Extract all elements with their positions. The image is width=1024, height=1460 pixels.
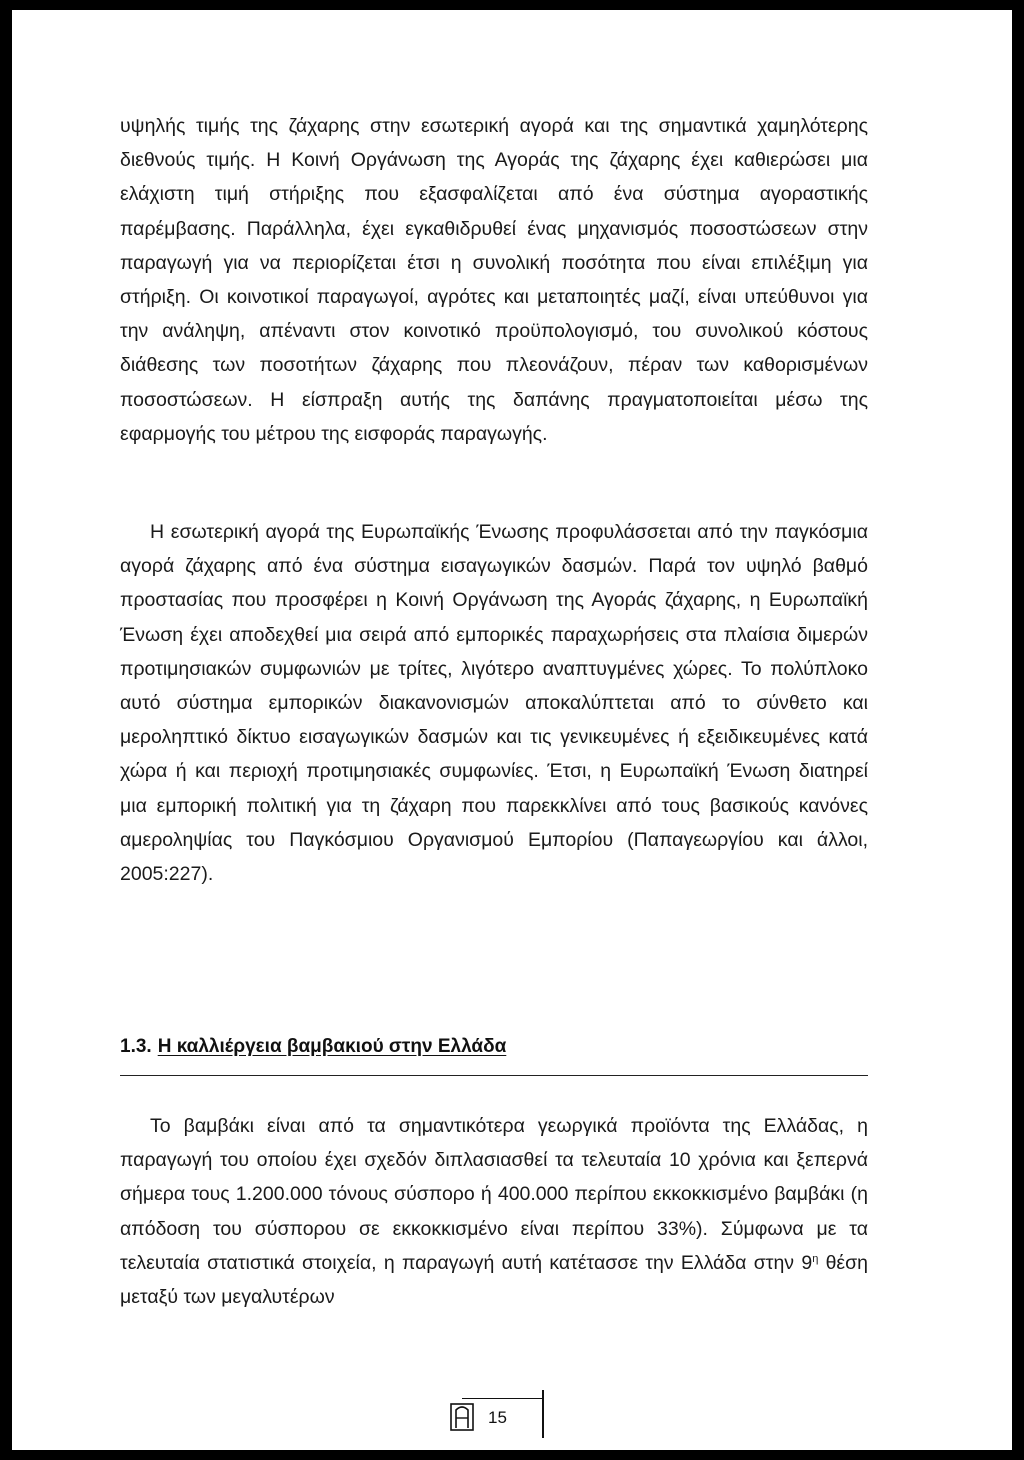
section-body-2 (120, 515, 868, 891)
page-footer (448, 1390, 568, 1440)
divider (120, 1075, 868, 1076)
section-title: Η καλλιέργεια βαμβακιού στην Ελλάδα (157, 1036, 507, 1057)
ordinal-superscript: η (812, 1252, 819, 1265)
paragraph: Η εσωτερική αγορά της Ευρωπαϊκής Ένωσης προφυλάσσεται από την παγκόσμια αγορά ζάχαρης από ένα σύστημα εισαγωγικών δασμών. Παρά τον υψηλό βαθμό προστασίας που προσφέρει η Κοινή Οργάνωση της Αγοράς ζάχαρης, η Ευρωπαϊκή Ένωση έχει αποδεχθεί μια σειρά από εμπορικές παραχωρήσεις στα πλαίσια διμερών προτιμησιακών συμφωνιών με τρίτες, λιγότερο αναπτυγμένες χώρες. Το πολύπλοκο αυτό σύστημα εμπορικών διακανονισμών αποκαλύπτεται από το σύνθετο και μεροληπτικό δίκτυο εισαγωγικών δασμών και τις γενικευμένες ή εξειδικευμένες κατά χώρα ή και περιοχή προτιμησιακές συμφωνίες. Έτσι, η Ευρωπαϊκή Ένωση διατηρεί μια εμπορική πολιτική για τη ζάχαρη που παρεκκλίνει από τους βασικούς κανόνες αμεροληψίας του Παγκόσμιου Οργανισμού Εμπορίου (Παπαγεωργίου και άλλοι, 2005:227). (120, 521, 868, 886)
section-body-3 (120, 1109, 868, 1314)
paragraph-text: Το βαμβάκι είναι από τα σημαντικότερα γεωργικά προϊόντα της Ελλάδας, η παραγωγή του οποίου έχει σχεδόν διπλασιασθεί τα τελευταία 10 χρόνια και ξεπερνά σήμερα τους 1.200.000 τόνους σύσπορο ή 400.000 περίπου εκκοκκισμένο βαμβάκι (η απόδοση του σύσπορου σε εκκοκκισμένο είναι περίπου 33%). Σύμφωνα με τα τελευταία στατιστικά στοιχεία, η παραγωγή αυτή κατέτασσε την Ελλάδα στην 9 (120, 1115, 868, 1274)
paragraph-text-continued: θέση μεταξύ των μεγαλυτέρων (120, 1251, 869, 1309)
footer-bar (542, 1390, 544, 1438)
paragraph (120, 1109, 868, 1314)
section-heading (120, 1036, 506, 1058)
library-logo-icon (448, 1400, 478, 1434)
section-number: 1.3. (120, 1036, 152, 1057)
section-body-1 (120, 109, 868, 451)
paragraph: υψηλής τιμής της ζάχαρης στην εσωτερική αγορά και της σημαντικά χαμηλότερης διεθνούς τιμής. Η Κοινή Οργάνωση της Αγοράς της ζάχαρης έχει καθιερώσει μια ελάχιστη τιμή στήριξης που εξασφαλίζεται από ένα σύστημα αγοραστικής παρέμβασης. Παράλληλα, έχει εγκαθιδρυθεί ένας μηχανισμός ποσοστώσεων στην παραγωγή για να περιορίζεται έτσι η συνολική ποσότητα που είναι επιλέξιμη για στήριξη. Οι κοινοτικοί παραγωγοί, αγρότες και μεταποιητές μαζί, είναι υπεύθυνοι για την ανάληψη, απέναντι στον κοινοτικό προϋπολογισμό, του συνολικού κόστους διάθεσης των ποσοτήτων ζάχαρης που πλεονάζουν, πέραν των καθορισμένων ποσοστώσεων. Η είσπραξη αυτής της δαπάνης πραγματοποιείται μέσω της εφαρμογής του μέτρου της εισφοράς παραγωγής. (120, 115, 868, 445)
footer-rule (462, 1398, 542, 1399)
page-number: 15 (488, 1408, 507, 1427)
